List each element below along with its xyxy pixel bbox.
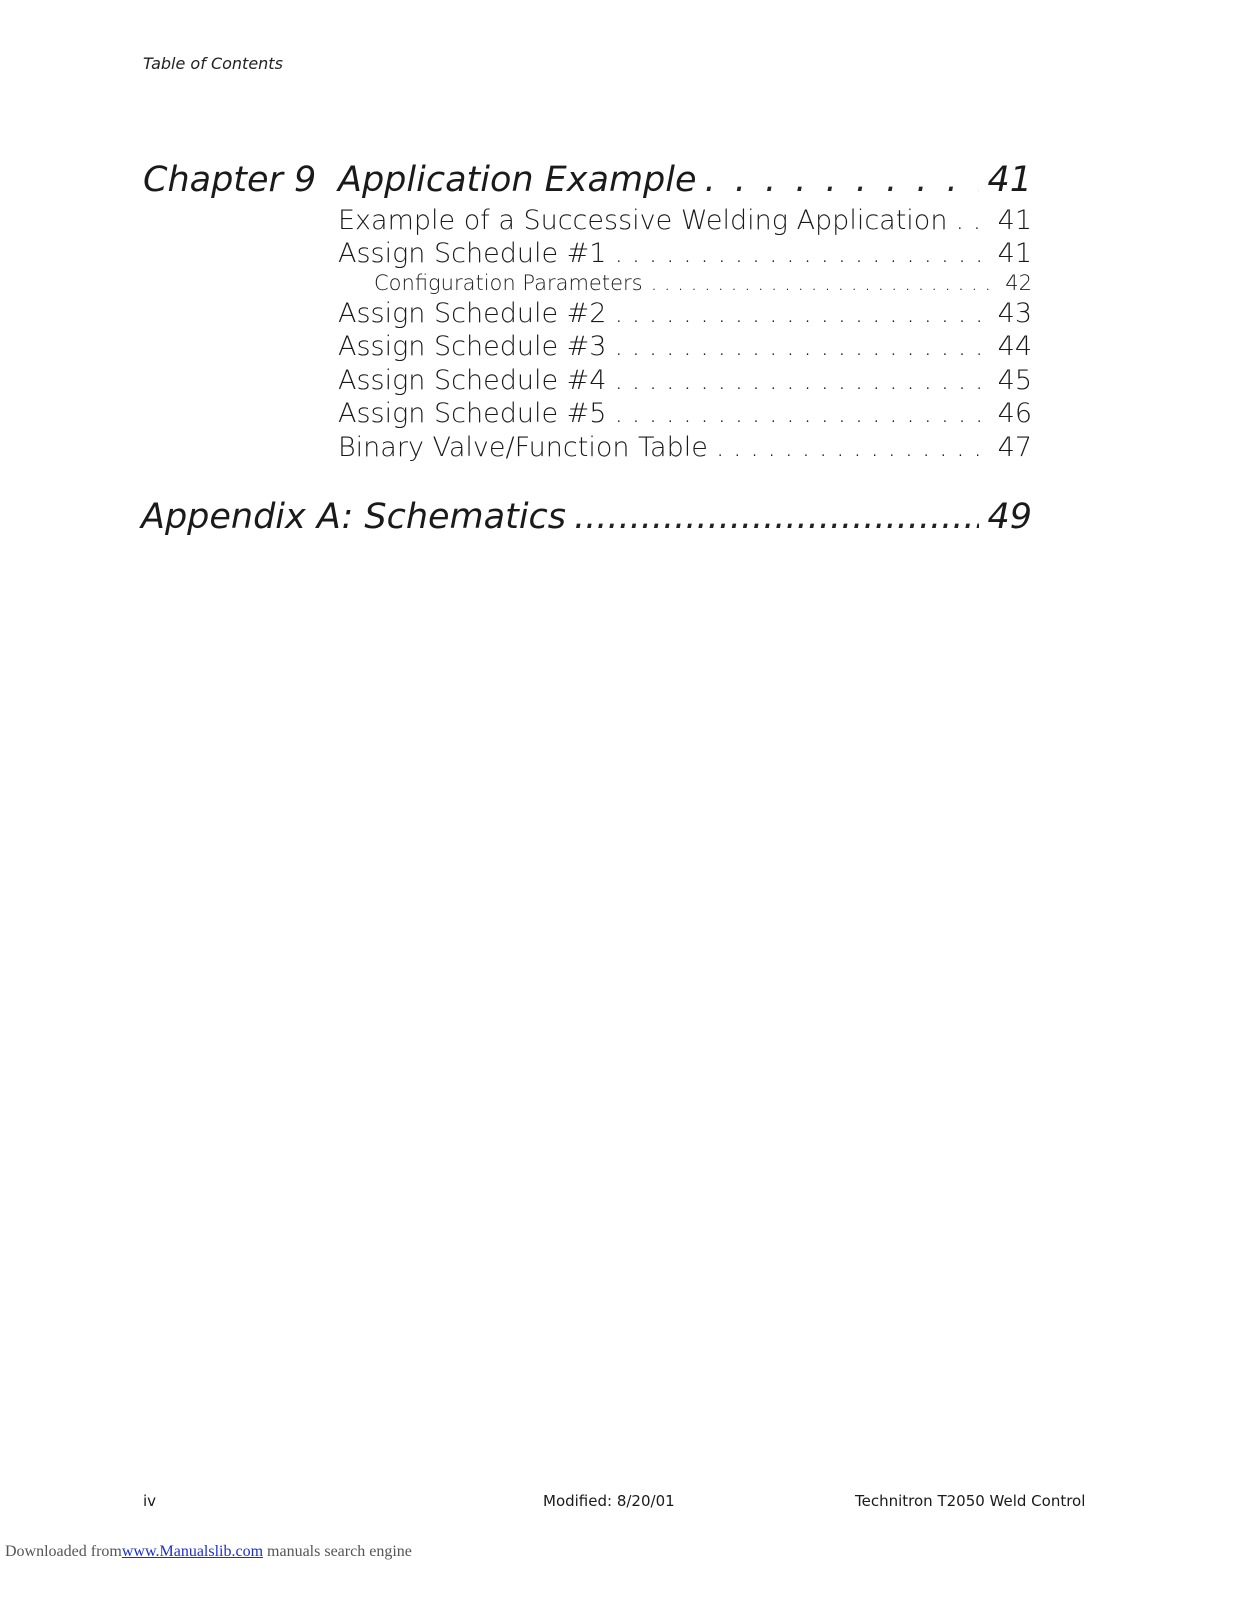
toc-appendix-entry[interactable] [141, 497, 1032, 537]
toc-entry-page: 41 [997, 238, 1032, 269]
toc-entry-page: 41 [997, 205, 1032, 236]
dot-leader [705, 160, 980, 200]
dot-leader [651, 271, 998, 295]
toc-entry-title: Assign Schedule #1 [338, 238, 607, 269]
download-suffix: manuals search engine [263, 1543, 412, 1560]
toc-entry-title: Example of a Successive Welding Application [338, 205, 948, 236]
toc-entry[interactable] [338, 238, 1032, 269]
dot-leader [716, 432, 990, 463]
dot-leader [574, 497, 979, 537]
download-prefix: Downloaded from [5, 1543, 122, 1560]
toc-entry-page: 42 [1005, 271, 1032, 295]
chapter-title: Application Example [338, 160, 697, 200]
toc-entry[interactable] [338, 205, 1032, 236]
toc-entry[interactable] [338, 365, 1032, 396]
toc-entry-title: Assign Schedule #4 [338, 365, 607, 396]
download-banner [5, 1543, 412, 1561]
toc-entry-page: 43 [997, 298, 1032, 329]
dot-leader [614, 238, 989, 269]
toc-entry-title: Assign Schedule #5 [338, 398, 607, 429]
chapter-page-number: 41 [987, 160, 1032, 200]
toc-entry-page: 46 [997, 398, 1032, 429]
toc-entry-title: Binary Valve/Function Table [338, 432, 708, 463]
dot-leader [614, 398, 989, 429]
toc-entry[interactable] [338, 298, 1032, 329]
toc-entry[interactable] [338, 398, 1032, 429]
chapter-number: Chapter 9 [143, 160, 317, 200]
toc-entry[interactable] [338, 331, 1032, 362]
dot-leader [614, 365, 989, 396]
toc-chapter-entry[interactable] [338, 160, 1032, 200]
dot-leader [614, 331, 989, 362]
toc-entry[interactable] [338, 432, 1032, 463]
footer-modified-date: Modified: 8/20/01 [543, 1492, 675, 1510]
toc-entry-title: Assign Schedule #3 [338, 331, 607, 362]
toc-subentry[interactable] [374, 271, 1032, 295]
dot-leader [955, 205, 989, 236]
appendix-page-number: 49 [987, 497, 1032, 537]
running-header: Table of Contents [143, 54, 283, 73]
toc-entry-title: Configuration Parameters [374, 271, 643, 295]
footer-product-name: Technitron T2050 Weld Control [855, 1492, 1086, 1510]
toc-entry-page: 44 [997, 331, 1032, 362]
footer-page-number: iv [143, 1492, 157, 1510]
appendix-title: Appendix A: Schematics [141, 497, 567, 537]
toc-entry-title: Assign Schedule #2 [338, 298, 607, 329]
manualslib-link[interactable]: www.Manualslib.com [121, 1543, 264, 1560]
dot-leader [614, 298, 989, 329]
toc-entry-page: 45 [997, 365, 1032, 396]
toc-entry-page: 47 [997, 432, 1032, 463]
